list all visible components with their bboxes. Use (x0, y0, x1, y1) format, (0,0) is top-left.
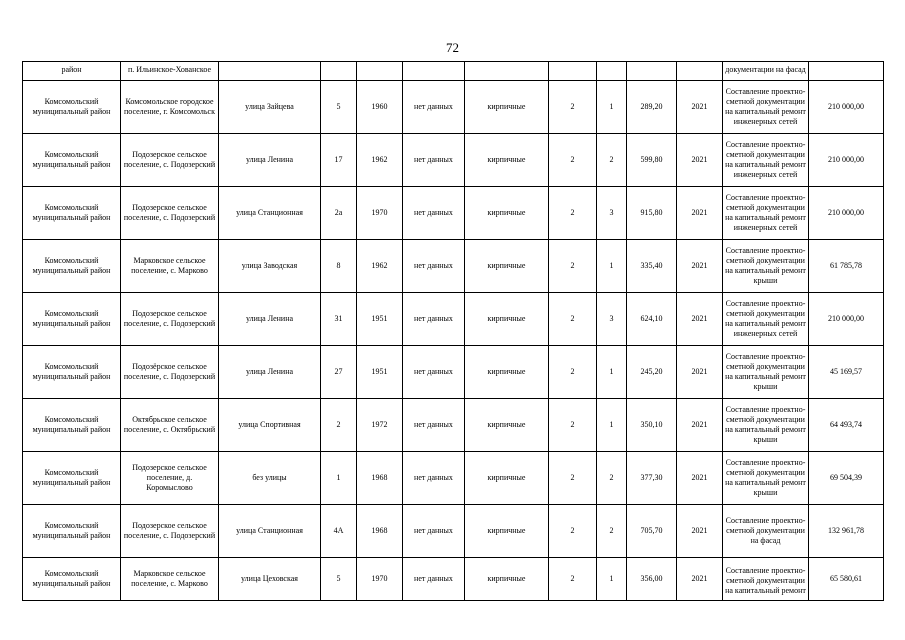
cell-house (321, 240, 357, 293)
cell-text: 350,10 (640, 420, 663, 429)
cell-wall (465, 240, 549, 293)
cell-text: 1962 (371, 261, 388, 270)
cell-house (321, 187, 357, 240)
cell-entrances (597, 558, 627, 601)
cell-year (357, 399, 403, 452)
cell-text: 1 (336, 473, 341, 482)
cell-entrances (597, 62, 627, 81)
cell-settlement (121, 187, 219, 240)
table-row (23, 346, 884, 399)
cell-text: улица Цеховская (241, 574, 298, 583)
cell-street (219, 134, 321, 187)
cell-text: кирпичные (487, 208, 526, 217)
cell-entrances (597, 293, 627, 346)
cell-plan-year (677, 240, 723, 293)
cell-text: 2 (336, 420, 341, 429)
cell-plan-year (677, 62, 723, 81)
cell-street (219, 399, 321, 452)
cell-text: 3 (609, 314, 614, 323)
cell-text: 1968 (371, 526, 388, 535)
table-row (23, 81, 884, 134)
cell-text: кирпичные (487, 261, 526, 270)
cell-text: 2 (570, 574, 575, 583)
cell-settlement (121, 505, 219, 558)
cell-text: п. Ильинское-Хованское (127, 65, 212, 74)
cell-text: 2 (609, 473, 614, 482)
cell-text: 4А (333, 526, 344, 535)
cell-text: Составление проектно-сметной документации на капитальный ремонт инженерных сетей (725, 140, 806, 179)
cell-text: кирпичные (487, 155, 526, 164)
cell-text: 132 961,78 (828, 526, 864, 535)
cell-district (23, 399, 121, 452)
table-row (23, 399, 884, 452)
cell-text: 2 (570, 367, 575, 376)
cell-cost (809, 81, 884, 134)
cell-text: 1 (609, 574, 614, 583)
cell-street (219, 346, 321, 399)
cell-text: Подозерское сельское поселение, с. Подозерский (123, 309, 216, 328)
cell-house (321, 346, 357, 399)
cell-work (723, 346, 809, 399)
cell-text: Комсомольский муниципальный район (32, 97, 111, 116)
cell-district (23, 240, 121, 293)
cell-street (219, 558, 321, 601)
cell-text: 2 (609, 526, 614, 535)
table-row (23, 187, 884, 240)
cell-plan-year (677, 399, 723, 452)
cell-cost (809, 62, 884, 81)
cell-text: Марковское сельское поселение, с. Марково (131, 256, 208, 275)
cell-work (723, 558, 809, 601)
table-row (23, 240, 884, 293)
cell-text: 210 000,00 (828, 208, 864, 217)
cell-text: 45 169,57 (830, 367, 862, 376)
cell-area (627, 505, 677, 558)
cell-text: кирпичные (487, 420, 526, 429)
cell-entrances (597, 134, 627, 187)
cell-house (321, 293, 357, 346)
cell-settlement (121, 240, 219, 293)
cell-series (403, 399, 465, 452)
cell-area (627, 346, 677, 399)
cell-text: Октябрьское сельское поселение, с. Октябрьский (123, 415, 216, 434)
cell-text: 2 (570, 526, 575, 535)
cell-text: 1972 (371, 420, 388, 429)
cell-street (219, 240, 321, 293)
cell-floors (549, 240, 597, 293)
cell-text: Комсомольский муниципальный район (32, 468, 111, 487)
cell-entrances (597, 452, 627, 505)
table-row (23, 558, 884, 601)
cell-cost (809, 505, 884, 558)
cell-text: 2 (570, 155, 575, 164)
cell-floors (549, 505, 597, 558)
cell-text: Подозерское сельское поселение, с. Подозерский (123, 150, 216, 169)
cell-year (357, 62, 403, 81)
cell-cost (809, 240, 884, 293)
cell-text: 915,80 (640, 208, 663, 217)
cell-text: 377,30 (640, 473, 663, 482)
cell-text: 3 (609, 208, 614, 217)
cell-text: 8 (336, 261, 341, 270)
cell-floors (549, 81, 597, 134)
cell-text: нет данных (414, 574, 453, 583)
cell-entrances (597, 240, 627, 293)
cell-text: Подозерское сельское поселение, с. Подозерский (123, 203, 216, 222)
cell-text: 1960 (371, 102, 388, 111)
cell-text: Составление проектно-сметной документации на капитальный ремонт крыши (725, 405, 806, 444)
cell-text: нет данных (414, 473, 453, 482)
cell-text: Составление проектно-сметной документации на капитальный ремонт крыши (725, 352, 806, 391)
cell-text: нет данных (414, 314, 453, 323)
cell-text: 69 504,39 (830, 473, 862, 482)
cell-text: кирпичные (487, 574, 526, 583)
cell-text: 5 (336, 102, 341, 111)
cell-year (357, 293, 403, 346)
cell-text: кирпичные (487, 314, 526, 323)
cell-plan-year (677, 452, 723, 505)
cell-text: документации на фасад (725, 65, 806, 74)
cell-text: 2 (570, 102, 575, 111)
cell-work (723, 187, 809, 240)
cell-entrances (597, 81, 627, 134)
cell-text: 335,40 (640, 261, 663, 270)
cell-text: 1951 (371, 367, 388, 376)
cell-text: улица Зайцева (245, 102, 294, 111)
cell-text: улица Заводская (241, 261, 298, 270)
cell-series (403, 187, 465, 240)
cell-area (627, 134, 677, 187)
cell-text: 210 000,00 (828, 102, 864, 111)
cell-text: Комсомольский муниципальный район (32, 521, 111, 540)
cell-text: 210 000,00 (828, 155, 864, 164)
cell-street (219, 293, 321, 346)
cell-cost (809, 399, 884, 452)
cell-text: нет данных (414, 155, 453, 164)
cell-cost (809, 187, 884, 240)
cell-settlement (121, 558, 219, 601)
cell-text: Подозерское сельское поселение, д. Коромыслово (132, 463, 207, 492)
cell-street (219, 81, 321, 134)
cell-wall (465, 399, 549, 452)
cell-work (723, 505, 809, 558)
cell-text: Составление проектно-сметной документации на капитальный ремонт (725, 566, 806, 595)
cell-text: Комсомольский муниципальный район (32, 256, 111, 275)
cell-year (357, 81, 403, 134)
cell-text: 1970 (371, 574, 388, 583)
cell-wall (465, 81, 549, 134)
cell-floors (549, 134, 597, 187)
cell-plan-year (677, 293, 723, 346)
cell-plan-year (677, 505, 723, 558)
cell-text: 2 (570, 261, 575, 270)
cell-text: 289,20 (640, 102, 663, 111)
cell-house (321, 558, 357, 601)
cell-text: Комсомольский муниципальный район (32, 362, 111, 381)
cell-year (357, 346, 403, 399)
cell-work (723, 399, 809, 452)
cell-text: Комсомольский муниципальный район (32, 415, 111, 434)
cell-area (627, 558, 677, 601)
cell-district (23, 558, 121, 601)
cell-text: Составление проектно-сметной документации на капитальный ремонт инженерных сетей (725, 193, 806, 232)
cell-text: 599,80 (640, 155, 663, 164)
cell-text: 2 (570, 473, 575, 482)
cell-text: 705,70 (640, 526, 663, 535)
cell-street (219, 452, 321, 505)
cell-text: Комсомольский муниципальный район (32, 569, 111, 588)
cell-text: 2021 (691, 367, 708, 376)
cell-text: 2021 (691, 102, 708, 111)
cell-text: 1970 (371, 208, 388, 217)
cell-text: кирпичные (487, 367, 526, 376)
cell-settlement (121, 62, 219, 81)
cell-settlement (121, 346, 219, 399)
cell-work (723, 134, 809, 187)
cell-plan-year (677, 187, 723, 240)
cell-street (219, 505, 321, 558)
cell-settlement (121, 452, 219, 505)
cell-floors (549, 558, 597, 601)
cell-text: 64 493,74 (830, 420, 862, 429)
cell-area (627, 187, 677, 240)
table-row (23, 134, 884, 187)
cell-entrances (597, 505, 627, 558)
cell-floors (549, 293, 597, 346)
cell-house (321, 134, 357, 187)
cell-text: 210 000,00 (828, 314, 864, 323)
cell-text: улица Ленина (245, 367, 294, 376)
cell-text: кирпичные (487, 102, 526, 111)
cell-series (403, 346, 465, 399)
cell-text: Составление проектно-сметной документации на фасад (725, 516, 806, 545)
cell-text: 2021 (691, 155, 708, 164)
cell-floors (549, 346, 597, 399)
cell-text: 31 (334, 314, 343, 323)
cell-floors (549, 187, 597, 240)
cell-text: 1 (609, 367, 614, 376)
cell-plan-year (677, 346, 723, 399)
cell-district (23, 187, 121, 240)
cell-text: без улицы (252, 473, 287, 482)
cell-work (723, 62, 809, 81)
cell-text: 2021 (691, 420, 708, 429)
cell-wall (465, 62, 549, 81)
cell-district (23, 134, 121, 187)
page-number: 72 (446, 40, 459, 55)
cell-text: нет данных (414, 102, 453, 111)
cell-cost (809, 293, 884, 346)
cell-text: 1 (609, 420, 614, 429)
cell-plan-year (677, 134, 723, 187)
cell-text: 245,20 (640, 367, 663, 376)
cell-cost (809, 134, 884, 187)
housing-registry-table (22, 61, 884, 601)
cell-text: 1962 (371, 155, 388, 164)
cell-work (723, 452, 809, 505)
cell-text: 2021 (691, 314, 708, 323)
cell-plan-year (677, 81, 723, 134)
cell-text: 17 (334, 155, 343, 164)
table-row (23, 505, 884, 558)
cell-text: Составление проектно-сметной документации на капитальный ремонт инженерных сетей (725, 299, 806, 338)
cell-cost (809, 452, 884, 505)
cell-cost (809, 558, 884, 601)
cell-series (403, 505, 465, 558)
cell-text: 61 785,78 (830, 261, 862, 270)
cell-text: нет данных (414, 526, 453, 535)
cell-series (403, 293, 465, 346)
cell-text: 2 (570, 314, 575, 323)
cell-wall (465, 346, 549, 399)
cell-text: улица Спортивная (238, 420, 301, 429)
cell-text: нет данных (414, 208, 453, 217)
cell-series (403, 452, 465, 505)
cell-text: 2021 (691, 261, 708, 270)
cell-plan-year (677, 558, 723, 601)
cell-house (321, 62, 357, 81)
cell-area (627, 293, 677, 346)
cell-floors (549, 452, 597, 505)
cell-settlement (121, 293, 219, 346)
cell-district (23, 452, 121, 505)
cell-text: 1951 (371, 314, 388, 323)
cell-entrances (597, 346, 627, 399)
cell-house (321, 505, 357, 558)
cell-wall (465, 505, 549, 558)
cell-work (723, 240, 809, 293)
cell-text: 1 (609, 102, 614, 111)
cell-settlement (121, 399, 219, 452)
cell-text: улица Станционная (236, 526, 303, 535)
cell-text: район (61, 65, 82, 74)
cell-year (357, 452, 403, 505)
cell-area (627, 452, 677, 505)
cell-series (403, 81, 465, 134)
cell-text: Комсомольский муниципальный район (32, 309, 111, 328)
cell-text: 1968 (371, 473, 388, 482)
cell-district (23, 81, 121, 134)
cell-settlement (121, 134, 219, 187)
cell-area (627, 240, 677, 293)
cell-street (219, 187, 321, 240)
cell-text: нет данных (414, 367, 453, 376)
cell-text: Составление проектно-сметной документации на капитальный ремонт инженерных сетей (725, 87, 806, 126)
cell-text: 2021 (691, 574, 708, 583)
cell-text: 27 (334, 367, 343, 376)
cell-wall (465, 452, 549, 505)
cell-text: 2а (334, 208, 343, 217)
cell-text: улица Ленина (245, 155, 294, 164)
cell-work (723, 293, 809, 346)
cell-text: 2 (570, 420, 575, 429)
cell-text: улица Ленина (245, 314, 294, 323)
table-row (23, 293, 884, 346)
table-row (23, 62, 884, 81)
cell-series (403, 240, 465, 293)
cell-district (23, 293, 121, 346)
cell-district (23, 62, 121, 81)
cell-text: Комсомольский муниципальный район (32, 150, 111, 169)
cell-area (627, 399, 677, 452)
cell-year (357, 558, 403, 601)
cell-house (321, 452, 357, 505)
cell-text: кирпичные (487, 526, 526, 535)
cell-floors (549, 399, 597, 452)
cell-area (627, 62, 677, 81)
cell-text: нет данных (414, 261, 453, 270)
cell-text: Составление проектно-сметной документации на капитальный ремонт крыши (725, 246, 806, 285)
cell-text: улица Станционная (236, 208, 303, 217)
cell-entrances (597, 399, 627, 452)
cell-text: 2021 (691, 526, 708, 535)
cell-text: Марковское сельское поселение, с. Марково (131, 569, 208, 588)
cell-wall (465, 134, 549, 187)
cell-entrances (597, 187, 627, 240)
cell-text: 2 (609, 155, 614, 164)
cell-area (627, 81, 677, 134)
cell-street (219, 62, 321, 81)
cell-settlement (121, 81, 219, 134)
cell-text: Подозерское сельское поселение, с. Подозерский (123, 521, 216, 540)
cell-text: 65 580,61 (830, 574, 862, 583)
cell-text: Комсомольский муниципальный район (32, 203, 111, 222)
cell-wall (465, 558, 549, 601)
cell-floors (549, 62, 597, 81)
cell-text: 624,10 (640, 314, 663, 323)
cell-text: нет данных (414, 420, 453, 429)
cell-text: 2 (570, 208, 575, 217)
cell-year (357, 134, 403, 187)
cell-text: 356,00 (640, 574, 663, 583)
cell-series (403, 558, 465, 601)
cell-year (357, 187, 403, 240)
cell-district (23, 346, 121, 399)
cell-text: Подозёрское сельское поселение, с. Подозерский (123, 362, 216, 381)
cell-wall (465, 293, 549, 346)
cell-series (403, 62, 465, 81)
cell-series (403, 134, 465, 187)
cell-year (357, 240, 403, 293)
cell-text: 1 (609, 261, 614, 270)
cell-text: Комсомольское городское поселение, г. Комсомольск (124, 97, 215, 116)
cell-house (321, 399, 357, 452)
cell-work (723, 81, 809, 134)
cell-text: Составление проектно-сметной документации на капитальный ремонт крыши (725, 458, 806, 497)
cell-year (357, 505, 403, 558)
cell-district (23, 505, 121, 558)
cell-text: кирпичные (487, 473, 526, 482)
cell-text: 2021 (691, 473, 708, 482)
cell-text: 2021 (691, 208, 708, 217)
table-row (23, 452, 884, 505)
cell-cost (809, 346, 884, 399)
cell-house (321, 81, 357, 134)
cell-text: 5 (336, 574, 341, 583)
cell-wall (465, 187, 549, 240)
